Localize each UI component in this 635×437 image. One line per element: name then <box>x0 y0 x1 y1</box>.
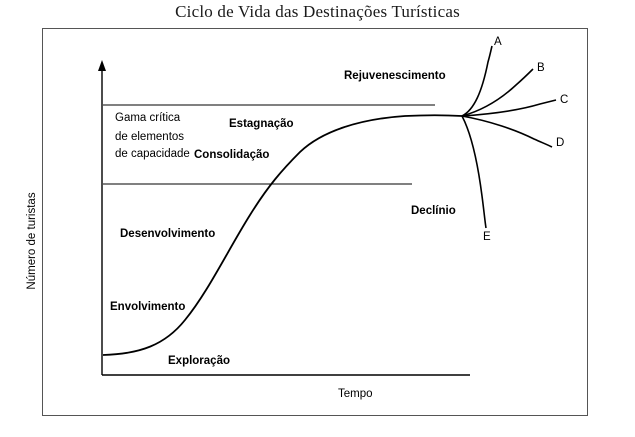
y-axis-label: Número de turistas <box>26 192 38 290</box>
x-axis-label: Tempo <box>338 388 373 400</box>
curve-marker-b: B <box>537 62 545 74</box>
stage-label-consolidacao: Consolidação <box>194 149 270 161</box>
curve-branch-c <box>462 100 556 116</box>
curve-marker-e: E <box>483 231 491 243</box>
stage-label-rejuvenescimento: Rejuvenescimento <box>344 70 446 82</box>
capacity-note-line-1: Gama crítica <box>115 112 181 124</box>
curve-branch-e <box>462 116 486 228</box>
stage-label-envolvimento: Envolvimento <box>110 301 186 313</box>
curve-marker-c: C <box>560 94 569 106</box>
stage-label-estagnacao: Estagnação <box>229 118 294 130</box>
curve-marker-d: D <box>556 137 565 149</box>
stage-label-declinio: Declínio <box>411 205 456 217</box>
stage-label-exploracao: Exploração <box>168 355 230 367</box>
capacity-note-line-3: de capacidade <box>115 148 190 160</box>
curve-branch-d <box>462 116 552 147</box>
stage-label-desenvolvimento: Desenvolvimento <box>120 228 216 240</box>
curve-marker-a: A <box>494 36 502 48</box>
y-axis <box>98 60 106 375</box>
capacity-note-line-2: de elementos <box>115 131 185 143</box>
page-title: Ciclo de Vida das Destinações Turísticas <box>175 2 460 21</box>
